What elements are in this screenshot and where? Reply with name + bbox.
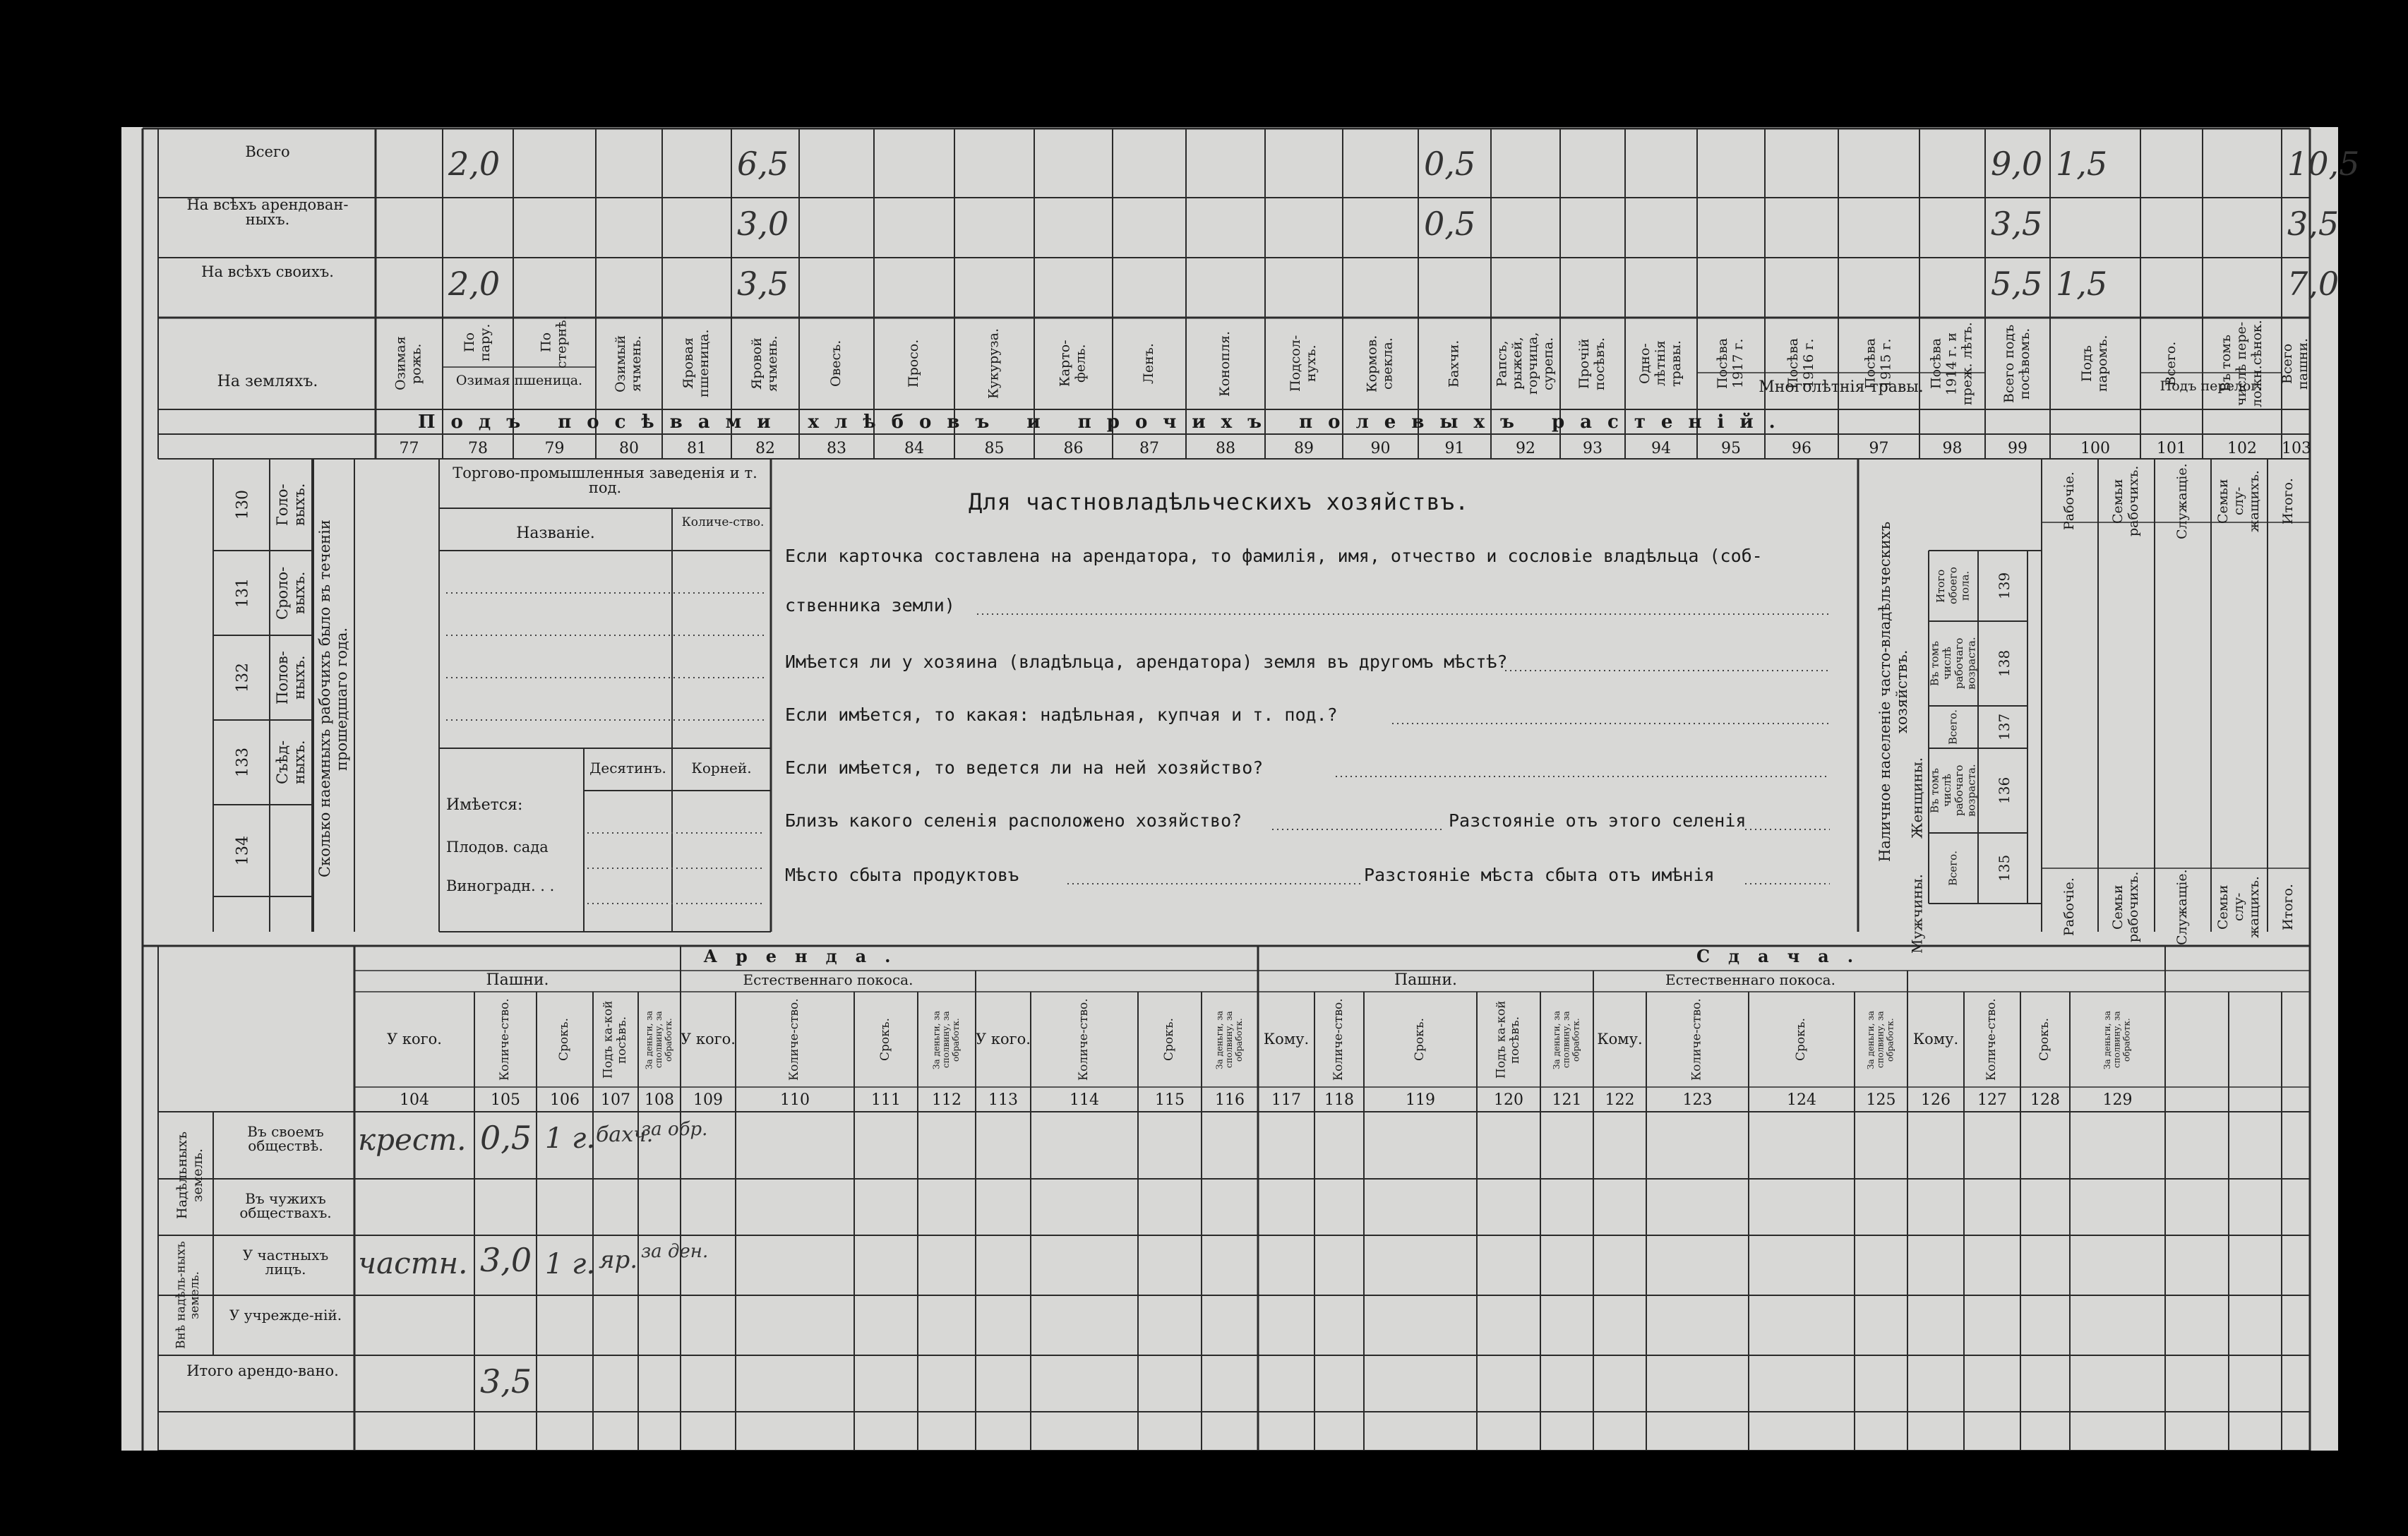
livestock-label: Полов-ныхъ.	[273, 651, 308, 704]
lease-column-header: Срокъ.	[1413, 1018, 1427, 1062]
question-market: Мѣсто сбыта продуктовъ	[785, 865, 1019, 885]
lease-column-number: 109	[693, 1091, 723, 1109]
crop-column-header: По пару.	[462, 323, 493, 361]
lease-column-number: 107	[601, 1091, 630, 1109]
handwritten-lessor: частн.	[358, 1246, 468, 1280]
livestock-label	[271, 812, 311, 889]
lease-column-header: За деньги, за сполвину, за обработк.	[1214, 1010, 1244, 1069]
crop-column-number: 103	[2282, 440, 2311, 457]
crop-column-header: Въ томъ числѣ пере-ложн.сѣнок.	[2218, 320, 2265, 407]
lease-column-header: Кому.	[1263, 1031, 1310, 1048]
crop-column-number: 80	[619, 440, 639, 457]
lease-column-number: 125	[1866, 1091, 1896, 1109]
private-farms-title: Для частновладѣльческихъ хозяйствъ.	[969, 488, 1470, 515]
lease-column-header: За деньги, за сполвину, за обработк.	[644, 1010, 673, 1069]
lease-column-number: 120	[1494, 1091, 1523, 1109]
population-col-number: 138	[1996, 649, 2013, 678]
handwritten-area-value: 10,5	[2287, 145, 2360, 183]
crop-column-header: Всего.	[2163, 341, 2179, 386]
crop-column-number: 97	[1869, 440, 1889, 457]
lease-column-header: За деньги, за сполвину, за обработк.	[1865, 1010, 1895, 1069]
crop-column-number: 91	[1444, 440, 1465, 457]
crop-column-number: 77	[399, 440, 419, 457]
under-crops-banner: Подъ посѣвами хлѣбовъ и прочихъ полевыхъ растеній.	[418, 412, 1791, 433]
lease-column-number: 129	[2102, 1091, 2133, 1109]
handwritten-area-value: 6,5	[737, 145, 789, 183]
lease-row-label: Въ чужихъ обществахъ.	[239, 1190, 332, 1221]
trade-roots-header: Корней.	[691, 760, 752, 776]
census-form-sheet	[121, 127, 2360, 1451]
lease-column-number: 113	[988, 1091, 1018, 1109]
crop-column-number: 81	[687, 440, 707, 457]
crop-column-header: Кукуруза.	[986, 328, 1002, 400]
lease-row-label: У учрежде-ній.	[229, 1307, 342, 1324]
livestock-label: Съѣд-ныхъ.	[273, 740, 308, 785]
total-leased-label: Итого арендо-вано.	[186, 1362, 339, 1379]
crop-column-number: 101	[2157, 440, 2186, 457]
lease-column-number: 118	[1324, 1091, 1354, 1109]
question-owner-cont: ственника земли)	[785, 595, 955, 616]
handwritten-term: 1 г.	[545, 1248, 596, 1280]
crop-column-header: Овесъ.	[828, 340, 844, 388]
handwritten-crop: бахч.	[596, 1122, 654, 1147]
lease-sdacha-title: Сдача.	[1696, 946, 1872, 966]
livestock-number: 132	[234, 663, 252, 692]
women-label: Женщины.	[1908, 757, 1926, 839]
lease-column-header: За деньги, за сполвину, за обработк.	[931, 1010, 961, 1069]
crop-column-number: 88	[1216, 440, 1235, 457]
handwritten-area-value: 7,0	[2287, 265, 2340, 303]
arable-group-label: Пашни.	[1394, 971, 1458, 989]
arable-group-label: Пашни.	[486, 971, 549, 989]
handwritten-area-value: 2,0	[448, 265, 501, 303]
handwritten-payment: за обр.	[641, 1119, 708, 1140]
crop-column-header: Подъ паромъ.	[2079, 335, 2110, 392]
livestock-number: 131	[234, 578, 252, 608]
handwritten-payment: за ден.	[641, 1241, 709, 1262]
lease-column-number: 119	[1406, 1091, 1435, 1109]
population-col-number: 139	[1996, 572, 2013, 600]
top-row-label: На всѣхъ своихъ.	[201, 263, 334, 280]
crop-column-number: 86	[1063, 440, 1084, 457]
handwritten-area-value: 0,5	[1424, 205, 1476, 243]
crop-column-number: 90	[1370, 440, 1391, 457]
question-land-type: Если имѣется, то какая: надѣльная, купчая и т. под.?	[785, 704, 1338, 725]
crop-column-number: 83	[827, 440, 846, 457]
lease-column-number: 115	[1155, 1091, 1185, 1109]
crop-column-number: 95	[1721, 440, 1741, 457]
crop-column-header: Озимый ячмень.	[613, 335, 644, 392]
population-col-number: 135	[1996, 854, 2013, 882]
crop-column-number: 92	[1516, 440, 1535, 457]
crop-column-header: Кормов. свекла.	[1364, 335, 1396, 392]
staff-column-footer: Рабочіе.	[2061, 877, 2078, 937]
crop-column-header: Бахчи.	[1446, 340, 1462, 388]
handwritten-area-value: 2,0	[448, 145, 501, 183]
lease-row-label: Въ своемъ обществѣ.	[247, 1123, 324, 1154]
crop-column-number: 93	[1583, 440, 1603, 457]
population-sub-label: Итого обоего пола.	[1934, 567, 1972, 605]
lease-column-header: Количе-ство.	[1689, 998, 1704, 1081]
crop-column-number: 84	[904, 440, 924, 457]
crop-column-number: 87	[1139, 440, 1159, 457]
handwritten-lessor: крест.	[358, 1122, 467, 1157]
population-col-number: 136	[1996, 776, 2013, 805]
crop-column-header: Подсол-нухъ.	[1288, 335, 1319, 392]
lease-column-number: 106	[550, 1091, 580, 1109]
crop-column-header: Прочій посѣвъ.	[1576, 337, 1607, 390]
staff-column-footer: Семьи слу-жащихъ.	[2215, 876, 2262, 938]
lease-column-header: Подъ ка-кой посѣвъ.	[601, 1000, 629, 1079]
crop-column-header: Посѣва 1916 г.	[1785, 337, 1816, 390]
on-land-label: На земляхъ.	[217, 373, 318, 390]
crop-column-header: Рапсъ, рыжей, горчица, сурепа.	[1494, 332, 1556, 395]
population-sub-label: Всего.	[1946, 709, 1960, 745]
crop-column-header: Всего пашни.	[2280, 337, 2311, 390]
trade-title: Торгово-промышленныя заведенія и т. под.	[453, 464, 757, 496]
trade-qty-header: Количе-ство.	[681, 515, 765, 529]
crop-column-header: Ленъ.	[1141, 343, 1157, 384]
trade-has-label: Имѣется:	[446, 796, 523, 814]
staff-column-header: Итого.	[2280, 478, 2296, 524]
lease-column-number: 124	[1787, 1091, 1816, 1109]
handwritten-term: 1 г.	[545, 1122, 596, 1155]
lease-column-header: Срокъ.	[878, 1018, 893, 1062]
handwritten-area-value: 1,5	[2056, 265, 2108, 303]
lease-column-header: За деньги, за сполвину, за обработк.	[1551, 1010, 1581, 1069]
lease-column-number: 108	[645, 1091, 674, 1109]
lease-column-header: Кому.	[1597, 1031, 1643, 1048]
staff-column-header: Семьи слу-жащихъ.	[2215, 470, 2262, 532]
staff-column-header: Семьи рабочихъ.	[2110, 465, 2141, 537]
non-allotment-land-label: Внѣ надѣль-ныхъ земель.	[174, 1241, 202, 1350]
crop-column-header: Посѣва 1914 г. и преж. лѣтъ.	[1928, 322, 1975, 405]
men-label: Мужчины.	[1908, 874, 1926, 954]
question-farming: Если имѣется, то ведется ли на ней хозяйство?	[785, 757, 1264, 778]
staff-column-footer: Служащіе.	[2174, 869, 2191, 945]
lease-column-number: 126	[1921, 1091, 1951, 1109]
handwritten-area-value: 3,5	[2287, 205, 2340, 243]
handwritten-crop: яр.	[599, 1246, 638, 1274]
crop-column-header: Яровой ячмень.	[749, 335, 780, 392]
trade-desyatin-header: Десятинъ.	[589, 760, 666, 776]
top-row-label: Всего	[245, 143, 290, 160]
lease-column-number: 114	[1070, 1091, 1099, 1109]
population-sub-label: Въ томъ числѣ рабочаго возраста.	[1928, 637, 1978, 690]
crop-column-number: 79	[544, 440, 565, 457]
lease-column-number: 110	[780, 1091, 810, 1109]
lease-column-header: Количе-ство.	[787, 998, 802, 1081]
top-row-label: На всѣхъ арендован-ныхъ.	[186, 196, 349, 228]
handwritten-area-value: 9,0	[1991, 145, 2043, 183]
crop-column-header: Просо.	[906, 339, 922, 388]
handwritten-area-value: 0,5	[1424, 145, 1476, 183]
handwritten-quantity: 0,5	[480, 1119, 532, 1157]
handwritten-area-value: 3,5	[1991, 205, 2043, 243]
handwritten-area-value: 5,5	[1991, 265, 2043, 303]
staff-column-footer: Итого.	[2280, 884, 2296, 930]
lease-column-number: 104	[400, 1091, 429, 1109]
allotment-land-label: Надѣльныхъ земель.	[174, 1131, 205, 1220]
lease-row-label: У частныхъ лицъ.	[242, 1247, 329, 1278]
handwritten-area-value: 3,5	[737, 265, 789, 303]
lease-column-number: 117	[1271, 1091, 1301, 1109]
lease-column-number: 105	[491, 1091, 520, 1109]
crop-column-header: Всего подъ посѣвомъ.	[2001, 324, 2032, 403]
lease-column-number: 112	[932, 1091, 962, 1109]
lease-arenda-title: Аренда.	[703, 946, 909, 966]
handwritten-area-value: 3,0	[737, 205, 789, 243]
livestock-number: 133	[234, 748, 252, 777]
crop-column-number: 94	[1651, 440, 1671, 457]
vineyard-label: Виноградн. . .	[446, 877, 555, 894]
question-nearby-village: Близъ какого селенія расположено хозяйство?	[785, 810, 1242, 831]
crop-column-header: Конопля.	[1217, 330, 1233, 397]
crop-column-number: 78	[468, 440, 488, 457]
lease-column-header: Срокъ.	[1162, 1018, 1177, 1062]
lease-column-number: 123	[1682, 1091, 1713, 1109]
lease-column-number: 121	[1552, 1091, 1582, 1109]
lease-column-header: За деньги, за сполвину, за обработк.	[2102, 1010, 2132, 1069]
crop-column-number: 102	[2227, 440, 2257, 457]
population-title: Наличное населеніе часто-владѣльческихъ хозяйствъ.	[1876, 521, 1910, 863]
lease-column-header: Количе-ство.	[1331, 998, 1346, 1081]
question-market-distance: Разстояніе мѣста сбыта отъ имѣнія	[1364, 865, 1715, 885]
crop-column-number: 98	[1942, 440, 1963, 457]
staff-column-header: Рабочіе.	[2061, 472, 2078, 531]
crop-column-number: 100	[2080, 440, 2110, 457]
crop-column-number: 99	[2008, 440, 2027, 457]
meadow-group-label: Естественнаго покоса.	[743, 971, 914, 988]
group-fallow-label: Подъ перелог.	[2160, 378, 2263, 394]
group-perennial-label: Многолѣтнія травы.	[1759, 378, 1924, 396]
crop-column-number: 96	[1792, 440, 1811, 457]
lease-column-number: 116	[1215, 1091, 1245, 1109]
lease-column-header: У кого.	[976, 1031, 1031, 1048]
crop-column-header: По стернѣ.	[538, 316, 570, 369]
meadow-group-label: Естественнаго покоса.	[1665, 971, 1835, 988]
question-village-distance: Разстояніе отъ этого селенія	[1449, 810, 1747, 831]
lease-column-number: 128	[2030, 1091, 2060, 1109]
group-ozimaya-label: Озимая пшеница.	[455, 373, 583, 388]
crop-column-header: Яровая пшеница.	[681, 329, 712, 398]
lease-column-header: Подъ ка-кой посѣвъ.	[1494, 1000, 1522, 1079]
lease-column-header: Количе-ство.	[1077, 998, 1091, 1081]
livestock-number: 130	[234, 490, 252, 520]
staff-column-header: Служащіе.	[2174, 463, 2191, 539]
staff-column-footer: Семьи рабочихъ.	[2110, 871, 2141, 943]
crop-column-header: Посѣва 1915 г.	[1862, 337, 1894, 390]
livestock-number: 134	[234, 836, 252, 865]
lease-column-header: Количе-ство.	[498, 998, 513, 1081]
crop-column-header: Карто-фель.	[1057, 340, 1089, 388]
livestock-label: Голо-выхъ.	[273, 483, 308, 527]
handwritten-area-value: 1,5	[2056, 145, 2108, 183]
lease-column-header: Срокъ.	[1794, 1018, 1809, 1062]
lease-column-header: У кого.	[387, 1031, 442, 1048]
crop-column-number: 85	[984, 440, 1005, 457]
lease-column-header: Срокъ.	[2037, 1018, 2052, 1062]
handwritten-quantity: 3,0	[480, 1241, 532, 1279]
population-sub-label: Въ томъ числѣ рабочаго возраста.	[1928, 764, 1978, 817]
population-sub-label: Всего.	[1946, 851, 1960, 886]
crop-column-number: 82	[755, 440, 775, 457]
orchard-label: Плодов. сада	[446, 839, 549, 856]
livestock-label: Сроло-выхъ.	[273, 566, 308, 620]
trade-name-header: Названіе.	[516, 524, 595, 542]
population-col-number: 137	[1996, 713, 2013, 741]
lease-column-header: У кого.	[681, 1031, 736, 1048]
question-other-land: Имѣется ли у хозяина (владѣльца, арендатора) земля въ другомъ мѣстѣ?	[785, 652, 1508, 672]
lease-column-number: 127	[1977, 1091, 2007, 1109]
lease-column-header: Кому.	[1912, 1031, 1959, 1048]
crop-column-header: Озимая рожь.	[393, 336, 424, 391]
hired-workers-label: Сколько наемныхъ рабочихъ было въ теченіи прошедшаго года.	[316, 520, 350, 878]
crop-column-number: 89	[1294, 440, 1314, 457]
lease-column-number: 111	[871, 1091, 901, 1109]
crop-column-header: Посѣва 1917 г.	[1715, 337, 1746, 390]
handwritten-total: 3,5	[480, 1362, 532, 1400]
lease-column-header: Количе-ство.	[1984, 998, 1999, 1081]
lease-column-number: 122	[1605, 1091, 1635, 1109]
crop-column-header: Одно-лѣтнія травы.	[1637, 340, 1684, 387]
question-owner: Если карточка составлена на арендатора, то фамилія, имя, отчество и сословіе владѣльца (соб-	[785, 546, 1763, 566]
lease-column-header: Срокъ.	[557, 1018, 572, 1062]
